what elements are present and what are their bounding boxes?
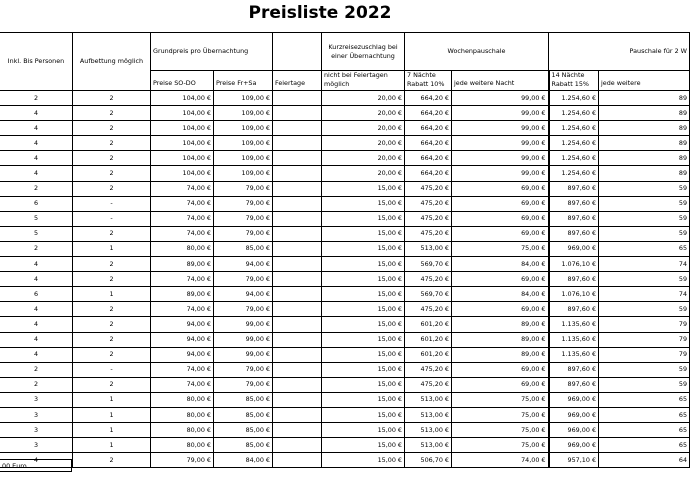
price-so-do-cell: 104,00 € [151,166,214,181]
weekly-price-cell: 601,20 € [405,317,452,332]
table-row [0,347,690,362]
next-night-cell: 69,00 € [452,211,549,226]
weekly-price-cell: 601,20 € [405,347,452,362]
price-so-do-cell: 74,00 € [151,377,214,392]
next-night-cell: 75,00 € [452,407,549,422]
two-week-price-cell: 897,60 € [549,211,599,226]
two-week-price-cell: 1.254,60 € [549,151,599,166]
price-fr-sa-cell: 94,00 € [214,257,273,272]
extra-bed-cell: 1 [73,407,151,422]
holiday-cell [273,453,322,468]
table-row [0,106,690,121]
persons-cell: 2 [0,91,73,106]
two-week-price-cell: 1.254,60 € [549,106,599,121]
extra-bed-cell: 1 [73,241,151,256]
holiday-cell [273,377,322,392]
two-week-next-cell: 89 [599,136,690,151]
weekly-price-cell: 475,20 € [405,196,452,211]
weekly-price-cell: 475,20 € [405,226,452,241]
next-night-cell: 75,00 € [452,392,549,407]
extra-bed-cell: 2 [73,136,151,151]
short-trip-cell: 20,00 € [322,91,405,106]
extra-bed-cell: 2 [73,332,151,347]
price-fr-sa-cell: 79,00 € [214,272,273,287]
price-so-do-cell: 94,00 € [151,347,214,362]
weekly-price-cell: 569,70 € [405,287,452,302]
weekly-price-cell: 513,00 € [405,423,452,438]
weekly-price-cell: 506,70 € [405,453,452,468]
persons-cell: 2 [0,241,73,256]
extra-bed-cell: 2 [73,106,151,121]
two-week-next-cell: 79 [599,317,690,332]
two-week-price-cell: 897,60 € [549,226,599,241]
price-fr-sa-cell: 94,00 € [214,287,273,302]
persons-cell: 2 [0,377,73,392]
price-fr-sa-cell: 79,00 € [214,181,273,196]
two-week-price-cell: 897,60 € [549,272,599,287]
table-row [0,136,690,151]
holiday-cell [273,226,322,241]
table-row [0,438,690,453]
price-fr-sa-cell: 109,00 € [214,91,273,106]
holiday-cell [273,347,322,362]
weekly-price-cell: 513,00 € [405,438,452,453]
table-row [0,151,690,166]
two-week-next-cell: 89 [599,91,690,106]
price-so-do-cell: 94,00 € [151,317,214,332]
price-fr-sa-cell: 79,00 € [214,377,273,392]
price-so-do-cell: 89,00 € [151,287,214,302]
holiday-cell [273,181,322,196]
two-week-price-cell: 957,10 € [549,453,599,468]
header-blank [273,33,322,71]
next-night-cell: 74,00 € [452,453,549,468]
short-trip-cell: 15,00 € [322,257,405,272]
two-week-price-cell: 897,60 € [549,196,599,211]
next-night-cell: 89,00 € [452,332,549,347]
price-fr-sa-cell: 85,00 € [214,241,273,256]
price-so-do-cell: 104,00 € [151,151,214,166]
weekly-price-cell: 475,20 € [405,302,452,317]
price-fr-sa-cell: 99,00 € [214,317,273,332]
holiday-cell [273,241,322,256]
price-fr-sa-cell: 109,00 € [214,151,273,166]
short-trip-cell: 15,00 € [322,453,405,468]
two-week-price-cell: 969,00 € [549,438,599,453]
short-trip-cell: 15,00 € [322,392,405,407]
header-weekly: Wochenpauschale [405,33,549,71]
table-row [0,166,690,181]
price-so-do-cell: 94,00 € [151,332,214,347]
two-week-next-cell: 79 [599,332,690,347]
two-week-price-cell: 897,60 € [549,181,599,196]
price-so-do-cell: 74,00 € [151,272,214,287]
table-row [0,121,690,136]
table-row [0,196,690,211]
header-base-price: Grundpreis pro Übernachtung [151,33,273,71]
two-week-price-cell: 1.135,60 € [549,347,599,362]
price-fr-sa-cell: 99,00 € [214,332,273,347]
header-price-fr-sa: Preise Fr+Sa [214,71,273,91]
price-so-do-cell: 80,00 € [151,438,214,453]
weekly-price-cell: 664,20 € [405,106,452,121]
price-fr-sa-cell: 99,00 € [214,347,273,362]
extra-bed-cell: 2 [73,226,151,241]
persons-cell: 4 [0,106,73,121]
two-week-price-cell: 1.254,60 € [549,166,599,181]
holiday-cell [273,166,322,181]
two-week-price-cell: 969,00 € [549,241,599,256]
short-trip-cell: 15,00 € [322,332,405,347]
header-fourteen-nights [549,71,599,91]
price-so-do-cell: 74,00 € [151,226,214,241]
table-row [0,181,690,196]
weekly-price-cell: 475,20 € [405,181,452,196]
two-week-price-cell: 969,00 € [549,392,599,407]
next-night-cell: 99,00 € [452,166,549,181]
discount-10-label: Rabatt 10% [407,79,445,88]
price-so-do-cell: 74,00 € [151,302,214,317]
table-row [0,362,690,377]
persons-cell: 2 [0,362,73,377]
next-night-cell: 99,00 € [452,121,549,136]
next-night-cell: 99,00 € [452,106,549,121]
price-so-do-cell: 104,00 € [151,121,214,136]
discount-15-label: Rabatt 15% [551,79,589,88]
persons-cell: 4 [0,257,73,272]
two-week-next-cell: 59 [599,362,690,377]
price-fr-sa-cell: 109,00 € [214,166,273,181]
extra-bed-cell: 2 [73,302,151,317]
two-week-next-cell: 65 [599,241,690,256]
short-trip-cell: 15,00 € [322,317,405,332]
holiday-cell [273,106,322,121]
extra-bed-cell: 2 [73,272,151,287]
next-night-cell: 89,00 € [452,317,549,332]
header-holidays: Feiertage [273,71,322,91]
holiday-cell [273,362,322,377]
seven-nights-label: 7 Nächte [407,71,436,79]
short-trip-cell: 15,00 € [322,423,405,438]
header-extra-bed: Aufbettung möglich [73,33,151,91]
price-fr-sa-cell: 85,00 € [214,423,273,438]
extra-bed-cell: 1 [73,392,151,407]
table-row [0,241,690,256]
holiday-cell [273,121,322,136]
extra-bed-cell: 2 [73,317,151,332]
weekly-price-cell: 513,00 € [405,407,452,422]
weekly-price-cell: 664,20 € [405,151,452,166]
next-night-cell: 84,00 € [452,257,549,272]
price-fr-sa-cell: 85,00 € [214,438,273,453]
table-row [0,317,690,332]
holiday-cell [273,438,322,453]
table-row [0,332,690,347]
two-week-next-cell: 74 [599,257,690,272]
short-trip-cell: 15,00 € [322,272,405,287]
two-week-price-cell: 1.076,10 € [549,287,599,302]
persons-cell: 3 [0,392,73,407]
next-night-cell: 99,00 € [452,91,549,106]
price-table [0,32,690,468]
extra-bed-cell: 2 [73,181,151,196]
price-fr-sa-cell: 85,00 € [214,407,273,422]
two-week-price-cell: 1.076,10 € [549,257,599,272]
short-trip-cell: 15,00 € [322,211,405,226]
two-week-next-cell: 59 [599,302,690,317]
persons-cell: 4 [0,347,73,362]
holiday-cell [273,302,322,317]
persons-cell: 3 [0,407,73,422]
header-seven-nights [405,71,452,91]
two-week-price-cell: 1.254,60 € [549,121,599,136]
two-week-next-cell: 89 [599,166,690,181]
persons-cell: 5 [0,226,73,241]
table-row [0,377,690,392]
extra-bed-cell: - [73,211,151,226]
persons-cell: 4 [0,121,73,136]
persons-cell: 2 [0,181,73,196]
price-so-do-cell: 80,00 € [151,241,214,256]
two-week-next-cell: 89 [599,121,690,136]
table-row [0,287,690,302]
extra-bed-cell: - [73,362,151,377]
price-so-do-cell: 104,00 € [151,106,214,121]
two-week-next-cell: 89 [599,106,690,121]
two-week-next-cell: 59 [599,377,690,392]
short-trip-cell: 15,00 € [322,407,405,422]
short-trip-cell: 15,00 € [322,241,405,256]
price-fr-sa-cell: 79,00 € [214,362,273,377]
persons-cell: 4 [0,166,73,181]
two-week-next-cell: 65 [599,392,690,407]
table-row [0,226,690,241]
two-week-next-cell: 74 [599,287,690,302]
price-so-do-cell: 74,00 € [151,362,214,377]
holiday-cell [273,272,322,287]
fourteen-nights-label: 14 Nächte [551,71,585,79]
next-night-cell: 69,00 € [452,377,549,392]
holiday-cell [273,257,322,272]
price-so-do-cell: 104,00 € [151,136,214,151]
persons-cell: 3 [0,423,73,438]
weekly-price-cell: 664,20 € [405,121,452,136]
next-night-cell: 69,00 € [452,362,549,377]
short-trip-cell: 20,00 € [322,136,405,151]
persons-cell: 4 [0,453,73,468]
weekly-price-cell: 569,70 € [405,257,452,272]
persons-cell: 4 [0,272,73,287]
weekly-price-cell: 513,00 € [405,241,452,256]
table-row [0,257,690,272]
price-fr-sa-cell: 109,00 € [214,106,273,121]
price-fr-sa-cell: 109,00 € [214,121,273,136]
short-trip-cell: 20,00 € [322,106,405,121]
weekly-price-cell: 664,20 € [405,136,452,151]
next-night-cell: 75,00 € [452,241,549,256]
next-night-cell: 75,00 € [452,438,549,453]
short-trip-cell: 20,00 € [322,166,405,181]
two-week-next-cell: 79 [599,347,690,362]
weekly-price-cell: 475,20 € [405,377,452,392]
persons-cell: 6 [0,196,73,211]
two-week-price-cell: 897,60 € [549,362,599,377]
header-two-week: Pauschale für 2 W [549,33,690,71]
table-row [0,407,690,422]
extra-bed-cell: 2 [73,151,151,166]
extra-bed-cell: 1 [73,287,151,302]
holiday-cell [273,136,322,151]
weekly-price-cell: 475,20 € [405,272,452,287]
price-so-do-cell: 74,00 € [151,196,214,211]
table-row [0,392,690,407]
table-row [0,272,690,287]
weekly-price-cell: 475,20 € [405,211,452,226]
extra-bed-cell: 2 [73,166,151,181]
two-week-next-cell: 59 [599,181,690,196]
two-week-next-cell: 59 [599,272,690,287]
short-trip-cell: 15,00 € [322,377,405,392]
next-night-cell: 69,00 € [452,272,549,287]
holiday-cell [273,196,322,211]
two-week-price-cell: 1.254,60 € [549,136,599,151]
holiday-cell [273,407,322,422]
extra-bed-cell: 2 [73,453,151,468]
two-week-next-cell: 65 [599,438,690,453]
holiday-cell [273,211,322,226]
price-so-do-cell: 79,00 € [151,453,214,468]
next-night-cell: 69,00 € [452,196,549,211]
price-fr-sa-cell: 84,00 € [214,453,273,468]
extra-bed-cell: 2 [73,257,151,272]
two-week-price-cell: 1.135,60 € [549,332,599,347]
short-trip-cell: 15,00 € [322,226,405,241]
next-night-cell: 69,00 € [452,302,549,317]
short-trip-cell: 15,00 € [322,362,405,377]
table-row [0,423,690,438]
price-fr-sa-cell: 79,00 € [214,226,273,241]
short-trip-cell: 15,00 € [322,438,405,453]
table-row [0,91,690,106]
weekly-price-cell: 513,00 € [405,392,452,407]
two-week-price-cell: 897,60 € [549,302,599,317]
next-night-cell: 99,00 € [452,151,549,166]
two-week-next-cell: 59 [599,226,690,241]
extra-bed-cell: - [73,196,151,211]
weekly-price-cell: 601,20 € [405,332,452,347]
price-so-do-cell: 80,00 € [151,407,214,422]
persons-cell: 4 [0,136,73,151]
two-week-price-cell: 1.254,60 € [549,91,599,106]
header-persons: Inkl. Bis Personen [0,33,73,91]
persons-cell: 4 [0,332,73,347]
two-week-next-cell: 59 [599,211,690,226]
extra-bed-cell: 2 [73,347,151,362]
next-night-cell: 84,00 € [452,287,549,302]
price-fr-sa-cell: 79,00 € [214,211,273,226]
short-trip-cell: 20,00 € [322,121,405,136]
price-so-do-cell: 80,00 € [151,392,214,407]
persons-cell: 4 [0,317,73,332]
two-week-next-cell: 89 [599,151,690,166]
short-trip-cell: 20,00 € [322,151,405,166]
short-trip-cell: 15,00 € [322,347,405,362]
price-rows [0,91,690,468]
holiday-cell [273,423,322,438]
price-fr-sa-cell: 79,00 € [214,302,273,317]
page-title: Preisliste 2022 [248,3,392,23]
price-so-do-cell: 74,00 € [151,181,214,196]
holiday-cell [273,91,322,106]
holiday-cell [273,392,322,407]
next-night-cell: 75,00 € [452,423,549,438]
persons-cell: 3 [0,438,73,453]
table-row [0,453,690,468]
holiday-cell [273,151,322,166]
extra-bed-cell: 1 [73,423,151,438]
price-fr-sa-cell: 85,00 € [214,392,273,407]
two-week-price-cell: 969,00 € [549,423,599,438]
next-night-cell: 99,00 € [452,136,549,151]
price-fr-sa-cell: 79,00 € [214,196,273,211]
header-price-so-do: Preise SO-DO [151,71,214,91]
next-night-cell: 69,00 € [452,181,549,196]
weekly-price-cell: 664,20 € [405,91,452,106]
persons-cell: 4 [0,302,73,317]
price-so-do-cell: 74,00 € [151,211,214,226]
short-trip-cell: 15,00 € [322,181,405,196]
two-week-price-cell: 897,60 € [549,377,599,392]
short-trip-cell: 15,00 € [322,196,405,211]
holiday-cell [273,332,322,347]
weekly-price-cell: 664,20 € [405,166,452,181]
footer-note: 00 Euro [0,459,72,472]
short-trip-cell: 15,00 € [322,302,405,317]
two-week-price-cell: 1.135,60 € [549,317,599,332]
extra-bed-cell: 2 [73,377,151,392]
next-night-cell: 69,00 € [452,226,549,241]
persons-cell: 5 [0,211,73,226]
extra-bed-cell: 2 [73,121,151,136]
short-trip-cell: 15,00 € [322,287,405,302]
table-row [0,302,690,317]
price-so-do-cell: 80,00 € [151,423,214,438]
extra-bed-cell: 1 [73,438,151,453]
holiday-cell [273,317,322,332]
two-week-next-cell: 59 [599,196,690,211]
holiday-cell [273,287,322,302]
extra-bed-cell: 2 [73,91,151,106]
price-so-do-cell: 104,00 € [151,91,214,106]
next-night-cell: 89,00 € [452,347,549,362]
header-next-night-2: jede weitere [599,71,690,91]
two-week-next-cell: 65 [599,423,690,438]
price-so-do-cell: 89,00 € [151,257,214,272]
header-short-trip-sub: nicht bei Feiertagen möglich [322,71,405,91]
header-short-trip: Kurzreisezuschlag bei einer Übernachtung [322,33,405,71]
weekly-price-cell: 475,20 € [405,362,452,377]
two-week-price-cell: 969,00 € [549,407,599,422]
two-week-next-cell: 64 [599,453,690,468]
persons-cell: 4 [0,151,73,166]
two-week-next-cell: 65 [599,407,690,422]
price-fr-sa-cell: 109,00 € [214,136,273,151]
header-next-night: jede weitere Nacht [452,71,549,91]
persons-cell: 6 [0,287,73,302]
table-row [0,211,690,226]
